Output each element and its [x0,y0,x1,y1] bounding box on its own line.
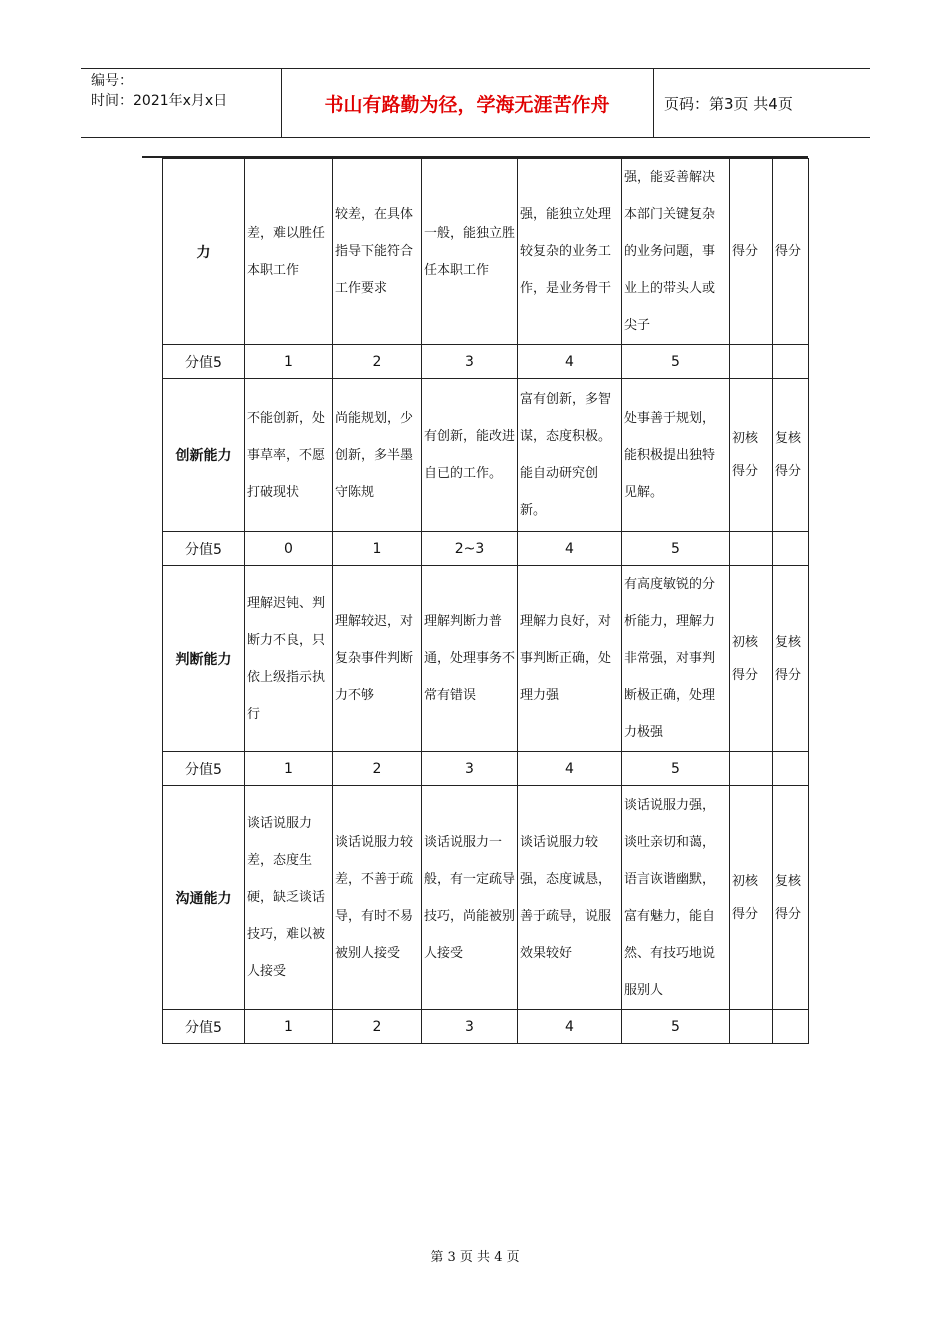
evaluation-table [162,158,809,1044]
category-name: 力 [163,159,245,345]
second-review-score: 得分 [773,159,809,345]
category-name: 沟通能力 [163,786,245,1010]
level-1-desc: 谈话说服力差，态度生硬，缺乏谈话技巧，难以被人接受 [245,786,333,1010]
score-cell: 2 [333,752,422,786]
second-review-input[interactable] [773,345,809,379]
score-cell: 3 [422,1010,518,1044]
first-review-input[interactable] [730,752,773,786]
score-cell: 3 [422,752,518,786]
score-cell: 5 [622,752,730,786]
criteria-row [163,786,809,1010]
first-review-score: 初核得分 [730,786,773,1010]
criteria-row [163,566,809,752]
level-4-desc: 理解力良好，对事判断正确，处理力强 [518,566,622,752]
level-3-desc: 谈话说服力一般，有一定疏导技巧，尚能被别人接受 [422,786,518,1010]
criteria-row [163,379,809,532]
score-cell: 1 [245,1010,333,1044]
score-cell: 1 [333,532,422,566]
first-review-input[interactable] [730,1010,773,1044]
first-review-input[interactable] [730,532,773,566]
second-review-input[interactable] [773,532,809,566]
second-review-input[interactable] [773,1010,809,1044]
first-review-score: 得分 [730,159,773,345]
score-cell: 4 [518,532,622,566]
first-review-score: 初核得分 [730,566,773,752]
first-review-input[interactable] [730,345,773,379]
score-cell: 1 [245,345,333,379]
score-cell: 4 [518,345,622,379]
score-label: 分值5 [163,345,245,379]
score-cell: 5 [622,1010,730,1044]
level-2-desc: 尚能规划，少创新，多半墨守陈规 [333,379,422,532]
score-row [163,345,809,379]
document-header [81,68,870,138]
second-review-score: 复核得分 [773,786,809,1010]
page-footer: 第 3 页 共 4 页 [430,1250,520,1265]
header-meta [81,69,282,137]
level-3-desc: 一般，能独立胜任本职工作 [422,159,518,345]
score-label: 分值5 [163,1010,245,1044]
level-1-desc: 不能创新，处事草率，不愿打破现状 [245,379,333,532]
score-label: 分值5 [163,532,245,566]
second-review-score: 复核得分 [773,566,809,752]
page-info: 页码：第3页 共4页 [664,94,793,113]
level-3-desc: 有创新，能改进自已的工作。 [422,379,518,532]
score-cell: 4 [518,752,622,786]
score-cell: 2 [333,1010,422,1044]
level-1-desc: 差，难以胜任本职工作 [245,159,333,345]
level-4-desc: 谈话说服力较强，态度诚恳，善于疏导，说服效果较好 [518,786,622,1010]
level-5-desc: 处事善于规划，能积极提出独特见解。 [622,379,730,532]
motto-text: 书山有路勤为径，学海无涯苦作舟 [324,93,610,116]
category-name: 判断能力 [163,566,245,752]
score-cell: 2~3 [422,532,518,566]
time-label: 时间：2021年x月x日 [91,93,228,109]
score-row [163,1010,809,1044]
score-cell: 3 [422,345,518,379]
criteria-row [163,159,809,345]
level-3-desc: 理解判断力普通，处理事务不常有错误 [422,566,518,752]
level-2-desc: 谈话说服力较差，不善于疏导，有时不易被别人接受 [333,786,422,1010]
second-review-input[interactable] [773,752,809,786]
level-5-desc: 谈话说服力强，谈吐亲切和蔼，语言诙谐幽默，富有魅力，能自然、有技巧地说服别人 [622,786,730,1010]
level-4-desc: 强，能独立处理较复杂的业务工作，是业务骨干 [518,159,622,345]
score-row [163,752,809,786]
score-cell: 4 [518,1010,622,1044]
level-4-desc: 富有创新，多智谋，态度积极。能自动研究创新。 [518,379,622,532]
score-label: 分值5 [163,752,245,786]
level-5-desc: 强，能妥善解决本部门关键复杂的业务问题，事业上的带头人或尖子 [622,159,730,345]
level-2-desc: 较差，在具体指导下能符合工作要求 [333,159,422,345]
level-5-desc: 有高度敏锐的分析能力，理解力非常强，对事判断极正确，处理力极强 [622,566,730,752]
level-1-desc: 理解迟钝、判断力不良，只依上级指示执行 [245,566,333,752]
score-row [163,532,809,566]
code-label: 编号： [91,73,133,89]
level-2-desc: 理解较迟，对复杂事件判断力不够 [333,566,422,752]
score-cell: 2 [333,345,422,379]
score-cell: 5 [622,532,730,566]
first-review-score: 初核得分 [730,379,773,532]
category-name: 创新能力 [163,379,245,532]
header-motto-cell [281,69,654,137]
score-cell: 0 [245,532,333,566]
second-review-score: 复核得分 [773,379,809,532]
score-cell: 1 [245,752,333,786]
score-cell: 5 [622,345,730,379]
